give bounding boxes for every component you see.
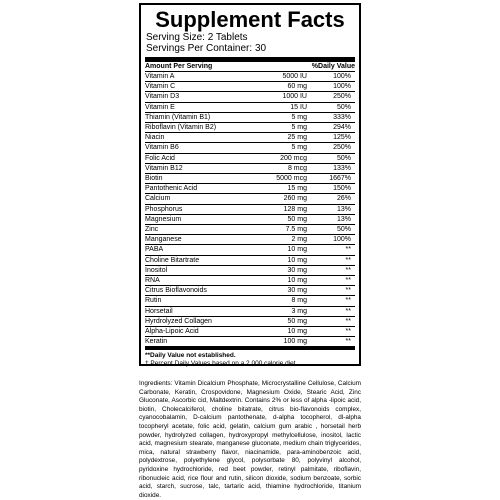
nutrient-name: Choline Bitartrate bbox=[145, 256, 200, 264]
nutrient-name: Riboflavin (Vitamin B2) bbox=[145, 124, 217, 132]
table-row bbox=[145, 205, 355, 215]
nutrient-amount: 200 mcg bbox=[280, 154, 307, 162]
nutrient-amount: 30 mg bbox=[287, 266, 307, 274]
table-row bbox=[145, 194, 355, 204]
nutrient-daily-value: 50% bbox=[336, 154, 351, 162]
nutrient-amount: 100 mg bbox=[283, 338, 307, 346]
table-row bbox=[145, 245, 355, 255]
nutrient-daily-value: 13% bbox=[336, 215, 351, 223]
nutrient-name: Citrus Bioflavonoids bbox=[145, 287, 207, 295]
table-row bbox=[145, 133, 355, 143]
nutrient-name: Phosphorus bbox=[145, 205, 183, 213]
nutrient-amount: 5000 mcg bbox=[276, 175, 307, 183]
nutrient-name: Vitamin D3 bbox=[145, 93, 180, 101]
nutrient-amount: 7.5 mg bbox=[285, 226, 307, 234]
nutrient-amount: 1000 IU bbox=[282, 93, 307, 101]
nutrient-name: Hyrdrolyzed Collagen bbox=[145, 317, 212, 325]
nutrient-name: Vitamin C bbox=[145, 83, 176, 91]
table-row bbox=[145, 337, 355, 347]
table-row bbox=[145, 92, 355, 102]
ingredients-text: Ingredients: Vitamin Dicalcium Phosphate, Microcrystalline Cellulose, Calcium Carbonate, Keratin, Crospovidone, Magnesium Oxide, Stearic Acid, Zinc Gluconate, Ascorbic cid, Maltdextrin. Contains 2% or less of alpha -lipoic acid, biotin, Cholecalciferol, choline bitatrate, citrus bio-flavonoids complex, cyanocobalamin, D-calcium pantothenate, d-alpha tocopherol, dl-alpha tocopheryl acetate, folic acid, gelatin, calcium gum arabic , horsetail herb powder, hydrolyzed collagen, hydroxypropyl methylcellulose, inositol, lactic acid, magnesium stearate, manganese gluconate, medium chain triglycerides, mica, natural strawberry flavor, niacinamide, para-aminobenzoic acid, polydextrose, polyethylene glycol, polysorbate 80, polyvinyl alcohol, pyridoxine hydrochloride, red beet powder, retinyl palmitate, riboflavin, ribonucleic acid, rice flour and rutin, silicon dioxide, sodium benzoate, sorbic acid, starch, sucrose, talc, tartaric acid, thiamine hydrochloride, titanium dioxide. bbox=[139, 380, 361, 499]
nutrient-amount: 8 mcg bbox=[287, 164, 307, 172]
table-row bbox=[145, 256, 355, 266]
nutrient-name: Biotin bbox=[145, 175, 163, 183]
nutrient-daily-value: 50% bbox=[336, 103, 351, 111]
nutrient-daily-value: 150% bbox=[333, 185, 351, 193]
nutrient-daily-value: 100% bbox=[333, 83, 351, 91]
table-row bbox=[145, 143, 355, 153]
table-row bbox=[145, 327, 355, 337]
nutrient-daily-value: ** bbox=[345, 287, 351, 295]
nutrient-name: Alpha-Lipoic Acid bbox=[145, 328, 199, 336]
nutrient-daily-value: ** bbox=[345, 246, 351, 254]
nutrient-daily-value: 250% bbox=[333, 93, 351, 101]
table-row bbox=[145, 113, 355, 123]
nutrient-name: Keratin bbox=[145, 338, 168, 346]
nutrient-amount: 128 mg bbox=[283, 205, 307, 213]
supplement-facts-panel bbox=[139, 3, 361, 366]
nutrient-name: Vitamin B12 bbox=[145, 164, 183, 172]
footnote-not-established: **Daily Value not established. bbox=[145, 352, 236, 360]
nutrient-daily-value: ** bbox=[345, 297, 351, 305]
table-row bbox=[145, 154, 355, 164]
nutrient-name: Vitamin A bbox=[145, 73, 175, 80]
nutrient-daily-value: ** bbox=[345, 277, 351, 285]
nutrient-name: Calcium bbox=[145, 195, 171, 203]
nutrient-daily-value: ** bbox=[345, 338, 351, 346]
nutrient-name: Rutin bbox=[145, 297, 162, 305]
nutrient-daily-value: 50% bbox=[336, 226, 351, 234]
panel-title: Supplement Facts bbox=[155, 7, 345, 32]
bottom-divider bbox=[145, 347, 355, 350]
nutrient-daily-value: 1667% bbox=[329, 175, 351, 183]
nutrient-amount: 10 mg bbox=[287, 328, 307, 336]
table-row bbox=[145, 225, 355, 235]
nutrient-daily-value: 100% bbox=[333, 73, 351, 80]
nutrient-daily-value: 133% bbox=[333, 164, 351, 172]
nutrient-daily-value: ** bbox=[345, 266, 351, 274]
table-row bbox=[145, 184, 355, 194]
nutrient-daily-value: ** bbox=[345, 307, 351, 315]
nutrient-amount: 5 mg bbox=[291, 124, 307, 132]
nutrient-table bbox=[145, 72, 355, 347]
table-row bbox=[145, 82, 355, 92]
table-row bbox=[145, 296, 355, 306]
header-daily-value: %Daily Value bbox=[311, 63, 355, 70]
nutrient-daily-value: 13% bbox=[336, 205, 351, 213]
nutrient-amount: 50 mg bbox=[287, 317, 307, 325]
nutrient-name: Magnesium bbox=[145, 215, 182, 223]
table-row bbox=[145, 276, 355, 286]
nutrient-amount: 260 mg bbox=[283, 195, 307, 203]
nutrient-amount: 30 mg bbox=[287, 287, 307, 295]
nutrient-daily-value: ** bbox=[345, 256, 351, 264]
nutrient-name: Niacin bbox=[145, 134, 165, 142]
nutrient-amount: 25 mg bbox=[287, 134, 307, 142]
table-row bbox=[145, 103, 355, 113]
nutrient-name: Inositol bbox=[145, 266, 168, 274]
nutrient-amount: 5000 IU bbox=[282, 73, 307, 80]
nutrient-name: Thiamin (Vitamin B1) bbox=[145, 113, 211, 121]
nutrient-daily-value: 125% bbox=[333, 134, 351, 142]
nutrient-daily-value: 250% bbox=[333, 144, 351, 152]
nutrient-name: Folic Acid bbox=[145, 154, 175, 162]
nutrient-amount: 10 mg bbox=[287, 277, 307, 285]
nutrient-daily-value: 294% bbox=[333, 124, 351, 132]
nutrient-name: Vitamin E bbox=[145, 103, 175, 111]
nutrient-amount: 2 mg bbox=[291, 236, 307, 244]
nutrient-name: Vitamin B6 bbox=[145, 144, 179, 152]
nutrient-daily-value: 333% bbox=[333, 113, 351, 121]
table-row bbox=[145, 317, 355, 327]
nutrient-amount: 10 mg bbox=[287, 256, 307, 264]
table-row bbox=[145, 164, 355, 174]
serving-size: Serving Size: 2 Tablets bbox=[146, 32, 248, 43]
nutrient-amount: 60 mg bbox=[287, 83, 307, 91]
nutrient-daily-value: ** bbox=[345, 328, 351, 336]
table-row bbox=[145, 307, 355, 317]
nutrient-name: PABA bbox=[145, 246, 164, 254]
nutrient-name: RNA bbox=[145, 277, 160, 285]
nutrient-amount: 5 mg bbox=[291, 144, 307, 152]
nutrient-daily-value: 26% bbox=[336, 195, 351, 203]
nutrient-amount: 5 mg bbox=[291, 113, 307, 121]
nutrient-amount: 50 mg bbox=[287, 215, 307, 223]
nutrient-amount: 8 mg bbox=[291, 297, 307, 305]
nutrient-name: Zinc bbox=[145, 226, 159, 234]
nutrient-daily-value: 100% bbox=[333, 236, 351, 244]
table-row bbox=[145, 72, 355, 82]
table-header bbox=[145, 62, 355, 72]
table-row bbox=[145, 235, 355, 245]
nutrient-daily-value: ** bbox=[345, 317, 351, 325]
nutrient-amount: 15 IU bbox=[290, 103, 307, 111]
nutrient-amount: 15 mg bbox=[287, 185, 307, 193]
servings-per-container: Servings Per Container: 30 bbox=[146, 43, 267, 54]
table-row bbox=[145, 123, 355, 133]
table-row bbox=[145, 174, 355, 184]
nutrient-amount: 10 mg bbox=[287, 246, 307, 254]
table-row bbox=[145, 286, 355, 296]
nutrient-name: Horsetail bbox=[145, 307, 173, 315]
table-row bbox=[145, 215, 355, 225]
header-amount: Amount Per Serving bbox=[145, 63, 213, 70]
nutrient-name: Manganese bbox=[145, 236, 182, 244]
nutrient-amount: 3 mg bbox=[291, 307, 307, 315]
nutrient-name: Pantothenic Acid bbox=[145, 185, 198, 193]
footnote-daily-values: † Percent Daily Values based on a 2,000 calorie diet. bbox=[145, 360, 298, 368]
table-row bbox=[145, 266, 355, 276]
